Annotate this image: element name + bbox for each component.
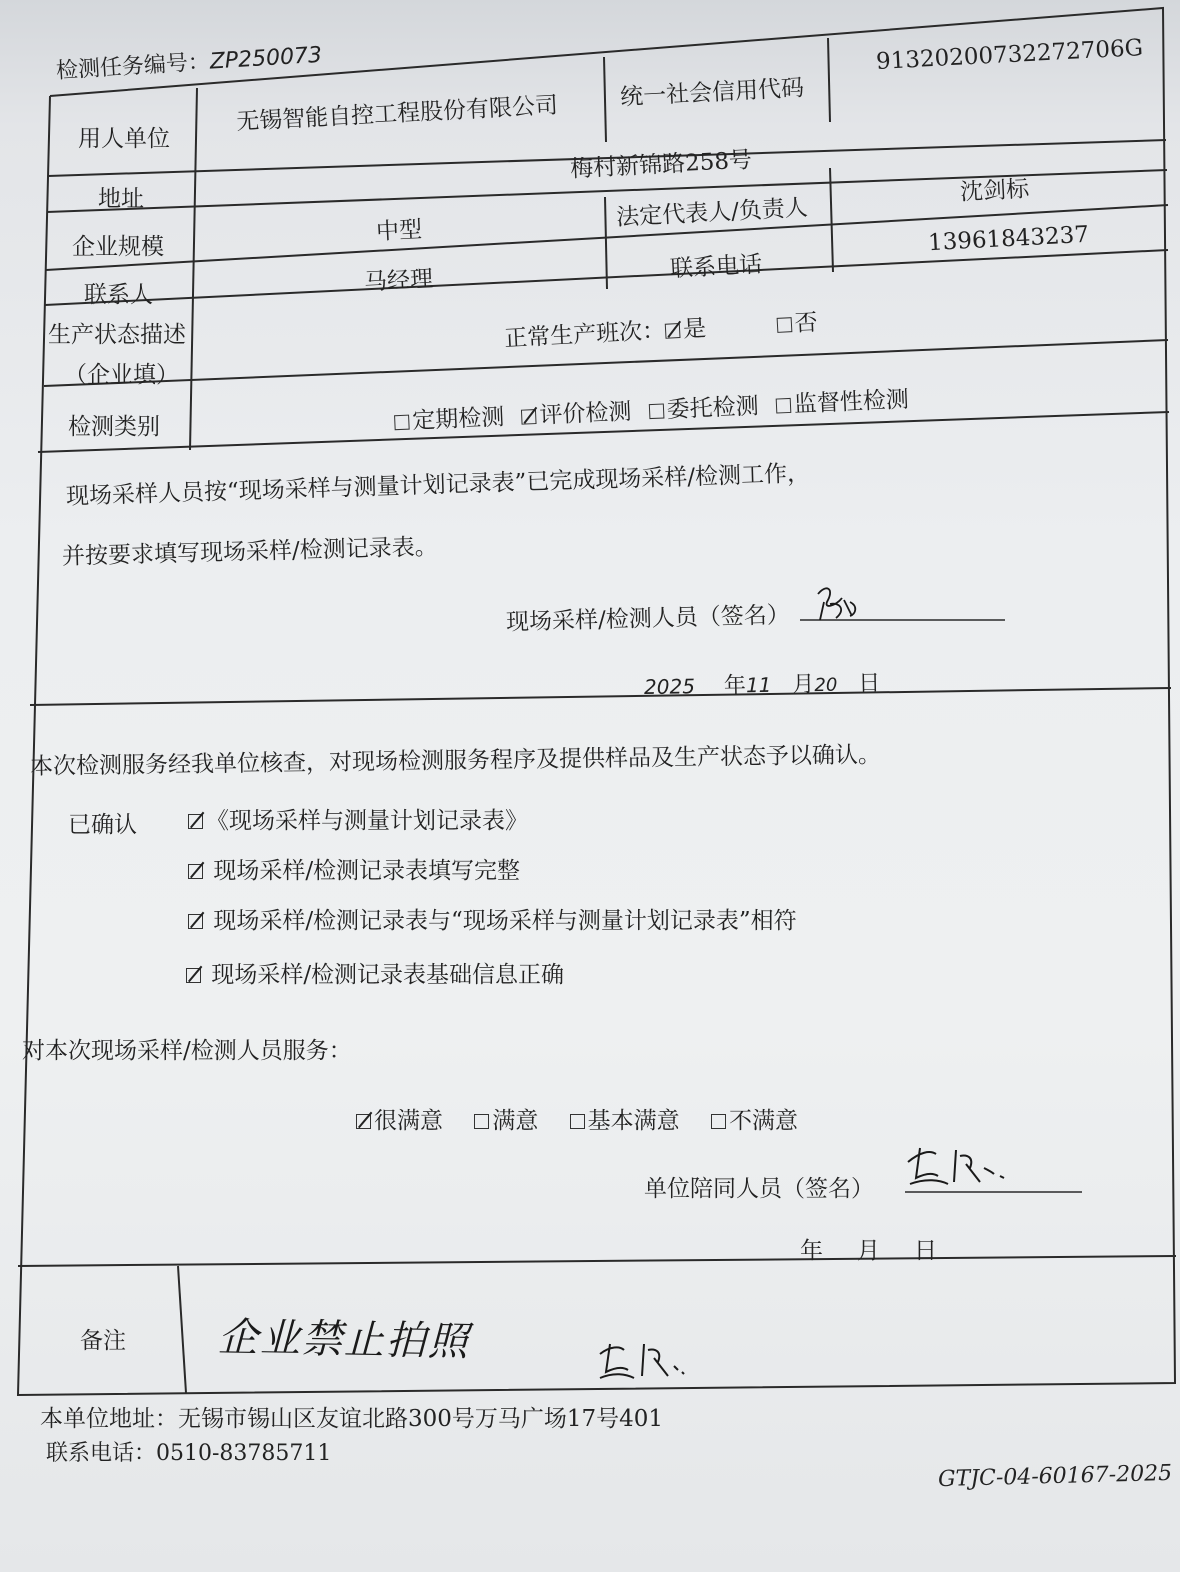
category-evaluation-checkbox[interactable] [521, 409, 537, 425]
section1-line2: 并按要求填写现场采样/检测记录表。 [61, 534, 439, 570]
category-option: 定期检测 [411, 404, 505, 435]
date-year-label: 年 [800, 1238, 823, 1264]
category-label: 检测类别 [68, 414, 160, 440]
accompany-signature-label: 单位陪同人员（签名） [644, 1176, 874, 1202]
confirmation-intro: 本次检测服务经我单位核查，对现场检测服务程序及提供样品及生产状态予以确认。 [29, 742, 882, 780]
dissatisfied-checkbox[interactable] [711, 1114, 726, 1129]
address-value: 梅村新锦路258号 [569, 147, 753, 183]
basically-satisfied-checkbox[interactable] [570, 1114, 585, 1129]
satisfaction-option: 不满意 [728, 1108, 798, 1134]
confirm-item-label: 现场采样/检测记录表与“现场采样与测量计划记录表”相符 [213, 908, 797, 934]
category-entrusted-checkbox[interactable] [648, 403, 664, 419]
production-text: 正常生产班次： [503, 317, 666, 353]
employer-label: 用人单位 [78, 126, 170, 152]
section1-line1: 现场采样人员按“现场采样与测量计划记录表”已完成现场采样/检测工作， [65, 460, 811, 510]
footer-phone: 联系电话：0510-83785711 [46, 1441, 332, 1466]
confirm-item [188, 852, 520, 885]
date-year: 2025 [643, 674, 696, 700]
production-label-2: （企业填） [64, 362, 179, 388]
scale-label: 企业规模 [72, 234, 164, 260]
production-yes-label: 是 [682, 315, 707, 343]
phone-value: 13961843237 [927, 221, 1090, 257]
remarks-signature [594, 1336, 694, 1386]
production-no-label: 否 [793, 309, 819, 337]
confirm-item-checkbox[interactable] [188, 814, 203, 829]
date-month-label: 月 [857, 1238, 880, 1264]
sampler-signature-label: 现场采样/检测人员（签名） [505, 602, 791, 636]
sampler-signature [806, 580, 866, 626]
satisfaction-options [356, 1102, 798, 1135]
category-periodic-checkbox[interactable] [394, 415, 410, 431]
employer-value: 无锡智能自控工程股份有限公司 [235, 92, 559, 136]
production-label-1: 生产状态描述 [48, 322, 186, 348]
category-option: 评价检测 [538, 398, 633, 429]
confirm-item [188, 802, 528, 835]
category-supervisory-checkbox[interactable] [776, 398, 792, 414]
scale-value: 中型 [375, 216, 423, 246]
date-day-label: 日 [914, 1238, 937, 1264]
confirm-item-label: 《现场采样与测量计划记录表》 [206, 808, 528, 834]
contact-label: 联系人 [84, 282, 153, 308]
confirm-item-label: 现场采样/检测记录表填写完整 [213, 858, 521, 884]
date-day: 20 [814, 674, 838, 697]
task-number-label: 检测任务编号： [55, 49, 211, 84]
confirm-item-checkbox[interactable] [188, 914, 203, 929]
accompany-date [800, 1232, 937, 1265]
satisfied-checkbox[interactable] [474, 1114, 489, 1129]
section1-date [644, 666, 881, 701]
category-option: 监督性检测 [793, 386, 910, 418]
footer-address: 本单位地址：无锡市锡山区友谊北路300号万马广场17号401 [40, 1406, 664, 1432]
date-month-label: 月 [792, 672, 815, 698]
production-no-checkbox[interactable] [776, 317, 792, 333]
remarks-handwritten-note: 企业禁止拍照 [217, 1314, 471, 1366]
task-number-value: ZP250073 [209, 42, 323, 75]
satisfaction-option: 基本满意 [587, 1108, 680, 1134]
date-day-label: 日 [858, 670, 881, 697]
credit-code-label: 统一社会信用代码 [619, 75, 805, 111]
credit-code-value: 91320200732272706G [875, 35, 1144, 75]
confirm-item [186, 956, 564, 989]
legal-rep-value: 沈剑标 [959, 176, 1030, 206]
confirm-item-checkbox[interactable] [186, 968, 201, 983]
production-yes-checkbox[interactable] [665, 323, 681, 339]
confirm-item-checkbox[interactable] [188, 864, 203, 879]
remarks-label: 备注 [80, 1328, 126, 1354]
very-satisfied-checkbox[interactable] [356, 1114, 371, 1129]
legal-rep-label: 法定代表人/负责人 [615, 194, 809, 231]
contact-value: 马经理 [363, 266, 434, 296]
date-year-label: 年 [723, 673, 747, 699]
satisfaction-option: 满意 [492, 1108, 539, 1134]
address-label: 地址 [98, 186, 144, 212]
category-option: 委托检测 [666, 393, 760, 424]
phone-label: 联系电话 [669, 251, 763, 283]
confirm-item-label: 现场采样/检测记录表基础信息正确 [211, 962, 565, 988]
satisfaction-option: 很满意 [374, 1108, 443, 1134]
confirm-item [188, 902, 797, 935]
accompany-signature [900, 1138, 1020, 1194]
doc-code: GTJC-04-60167-2025 [937, 1460, 1173, 1493]
date-month: 11 [745, 672, 772, 698]
confirmed-label: 已确认 [68, 812, 137, 838]
service-label: 对本次现场采样/检测人员服务： [22, 1038, 352, 1064]
